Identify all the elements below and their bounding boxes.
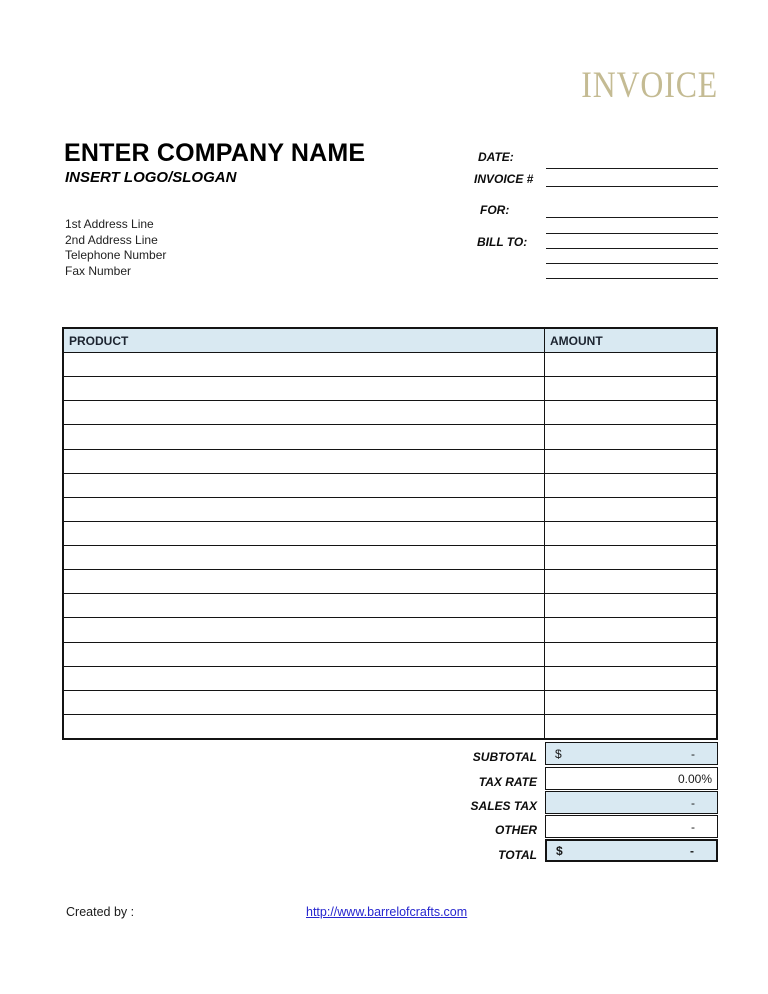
- amount-cell: [545, 401, 716, 424]
- tax-rate-label: TAX RATE: [478, 775, 537, 789]
- amount-cell: [545, 377, 716, 400]
- table-row: [64, 546, 716, 570]
- table-row: [64, 377, 716, 401]
- product-cell: [64, 450, 545, 473]
- table-row: [64, 594, 716, 618]
- created-by-label: Created by :: [66, 905, 135, 919]
- amount-cell: [545, 522, 716, 545]
- table-row: [64, 401, 716, 425]
- subtotal-label: SUBTOTAL: [472, 750, 537, 764]
- for-label: FOR:: [480, 203, 510, 217]
- amount-cell: [545, 715, 716, 738]
- bill-to-blank-line-3: [546, 278, 718, 279]
- for-blank-line-2: [546, 233, 718, 234]
- company-address-block: [65, 217, 166, 279]
- company-name: ENTER COMPANY NAME: [64, 139, 366, 167]
- amount-cell: [545, 450, 716, 473]
- amount-cell: [545, 546, 716, 569]
- total-label: TOTAL: [498, 848, 537, 862]
- address-line-2: 2nd Address Line: [65, 232, 158, 247]
- items-table-body: [64, 353, 716, 738]
- table-row: [64, 353, 716, 377]
- product-cell: [64, 498, 545, 521]
- amount-cell: [545, 353, 716, 376]
- product-cell: [64, 425, 545, 448]
- table-row: [64, 643, 716, 667]
- sales-tax-value-cell: [545, 791, 718, 814]
- items-table-header: [64, 329, 716, 353]
- bill-to-blank-line-2: [546, 263, 718, 264]
- invoice-number-label: INVOICE #: [474, 172, 534, 186]
- date-label: DATE:: [478, 150, 514, 164]
- table-row: [64, 425, 716, 449]
- total-value-cell: [545, 839, 718, 862]
- fax-line: Fax Number: [65, 263, 132, 278]
- creator-website-link[interactable]: http://www.barrelofcrafts.com: [306, 905, 468, 919]
- tax-rate-value: 0.00%: [677, 771, 712, 786]
- table-row: [64, 667, 716, 691]
- company-slogan: INSERT LOGO/SLOGAN: [65, 169, 237, 186]
- invoice-number-blank-line: [546, 186, 718, 187]
- product-cell: [64, 522, 545, 545]
- amount-column-header: AMOUNT: [550, 333, 603, 348]
- amount-cell: [545, 474, 716, 497]
- product-cell: [64, 546, 545, 569]
- sales-tax-label: SALES TAX: [470, 799, 537, 813]
- other-value: -: [691, 819, 695, 834]
- bill-to-blank-line-1: [546, 248, 718, 249]
- subtotal-currency: $: [555, 746, 562, 761]
- page-title: INVOICE: [581, 65, 718, 106]
- product-cell: [64, 643, 545, 666]
- items-table: [62, 327, 718, 740]
- amount-cell: [545, 643, 716, 666]
- product-column-header: PRODUCT: [64, 329, 545, 352]
- table-row: [64, 715, 716, 738]
- amount-cell: [545, 667, 716, 690]
- product-cell: [64, 401, 545, 424]
- other-label: OTHER: [495, 823, 537, 837]
- subtotal-value-cell: [545, 742, 718, 765]
- table-row: [64, 570, 716, 594]
- table-row: [64, 522, 716, 546]
- product-cell: [64, 715, 545, 738]
- product-cell: [64, 691, 545, 714]
- product-cell: [64, 570, 545, 593]
- product-cell: [64, 353, 545, 376]
- tax-rate-value-cell: [545, 767, 718, 790]
- table-row: [64, 498, 716, 522]
- table-row: [64, 474, 716, 498]
- bill-to-label: BILL TO:: [477, 235, 528, 249]
- total-value: -: [690, 843, 694, 858]
- other-value-cell: [545, 815, 718, 838]
- sales-tax-value: -: [691, 795, 695, 810]
- product-cell: [64, 667, 545, 690]
- amount-cell: [545, 618, 716, 641]
- amount-cell: [545, 498, 716, 521]
- amount-cell: [545, 425, 716, 448]
- date-blank-line: [546, 168, 718, 169]
- total-currency: $: [556, 843, 563, 858]
- amount-cell: [545, 570, 716, 593]
- amount-cell: [545, 691, 716, 714]
- amount-cell: [545, 594, 716, 617]
- product-cell: [64, 594, 545, 617]
- product-cell: [64, 618, 545, 641]
- table-row: [64, 618, 716, 642]
- for-blank-line-1: [546, 217, 718, 218]
- telephone-line: Telephone Number: [65, 248, 167, 263]
- table-row: [64, 450, 716, 474]
- product-cell: [64, 474, 545, 497]
- product-cell: [64, 377, 545, 400]
- table-row: [64, 691, 716, 715]
- subtotal-value: -: [691, 746, 695, 761]
- address-line-1: 1st Address Line: [65, 217, 154, 231]
